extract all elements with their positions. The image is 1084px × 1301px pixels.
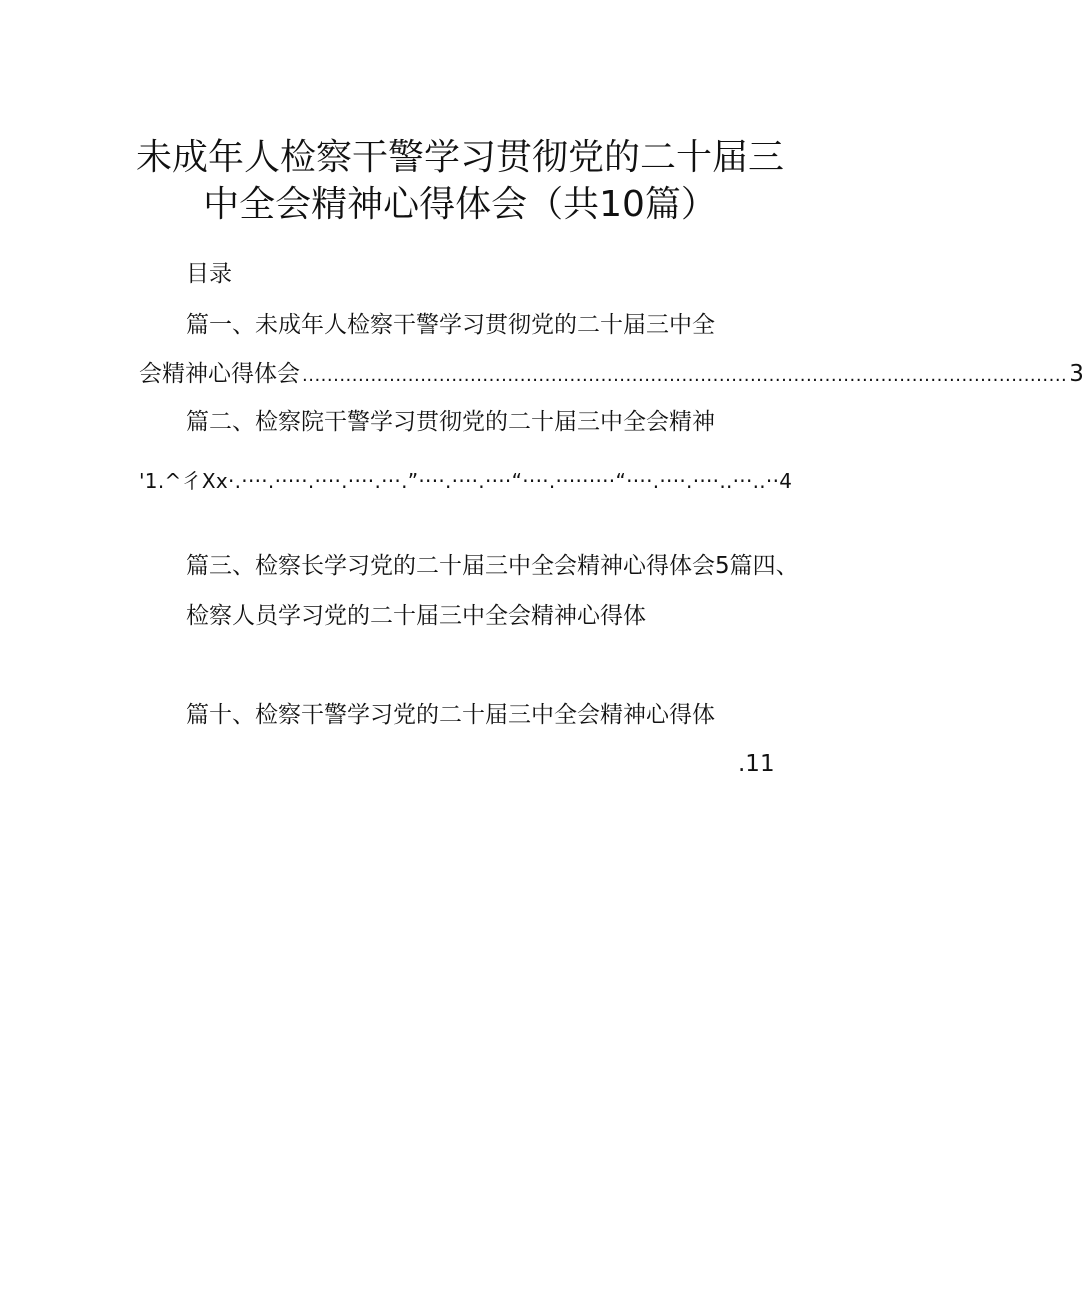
toc-entry-2-line-2[interactable]: '1.^彳Xx·.····.·····.····.····.···.”····.····.····“····.·········“····.····.····..···..··4: [139, 469, 793, 493]
toc-entry-4-page-number[interactable]: .11: [738, 751, 775, 777]
toc-entry-1-title-tail: 会精神心得体会: [139, 361, 300, 387]
toc-entry-1-line-1[interactable]: 篇一、未成年人检察干警学习贯彻党的二十届三中全: [186, 312, 715, 338]
document-title-line-1: 未成年人检察干警学习贯彻党的二十届三: [135, 137, 784, 178]
toc-heading: 目录: [186, 261, 232, 287]
document-title-line-2: 中全会精神心得体会（共10篇）: [203, 184, 717, 225]
toc-entry-1-dot-leader: ...........................................................................................................................: [302, 365, 1068, 386]
toc-entry-1-page-number: 3: [1069, 361, 1084, 387]
toc-entry-3-line-2[interactable]: 检察人员学习党的二十届三中全会精神心得体: [186, 603, 646, 629]
toc-entry-2-line-1[interactable]: 篇二、检察院干警学习贯彻党的二十届三中全会精神: [186, 409, 715, 435]
toc-entry-4-line-1[interactable]: 篇十、检察干警学习党的二十届三中全会精神心得体: [186, 702, 715, 728]
toc-entry-1-line-2[interactable]: [139, 359, 1084, 391]
toc-entry-3-line-1[interactable]: 篇三、检察长学习党的二十届三中全会精神心得体会5篇四、: [186, 553, 799, 579]
